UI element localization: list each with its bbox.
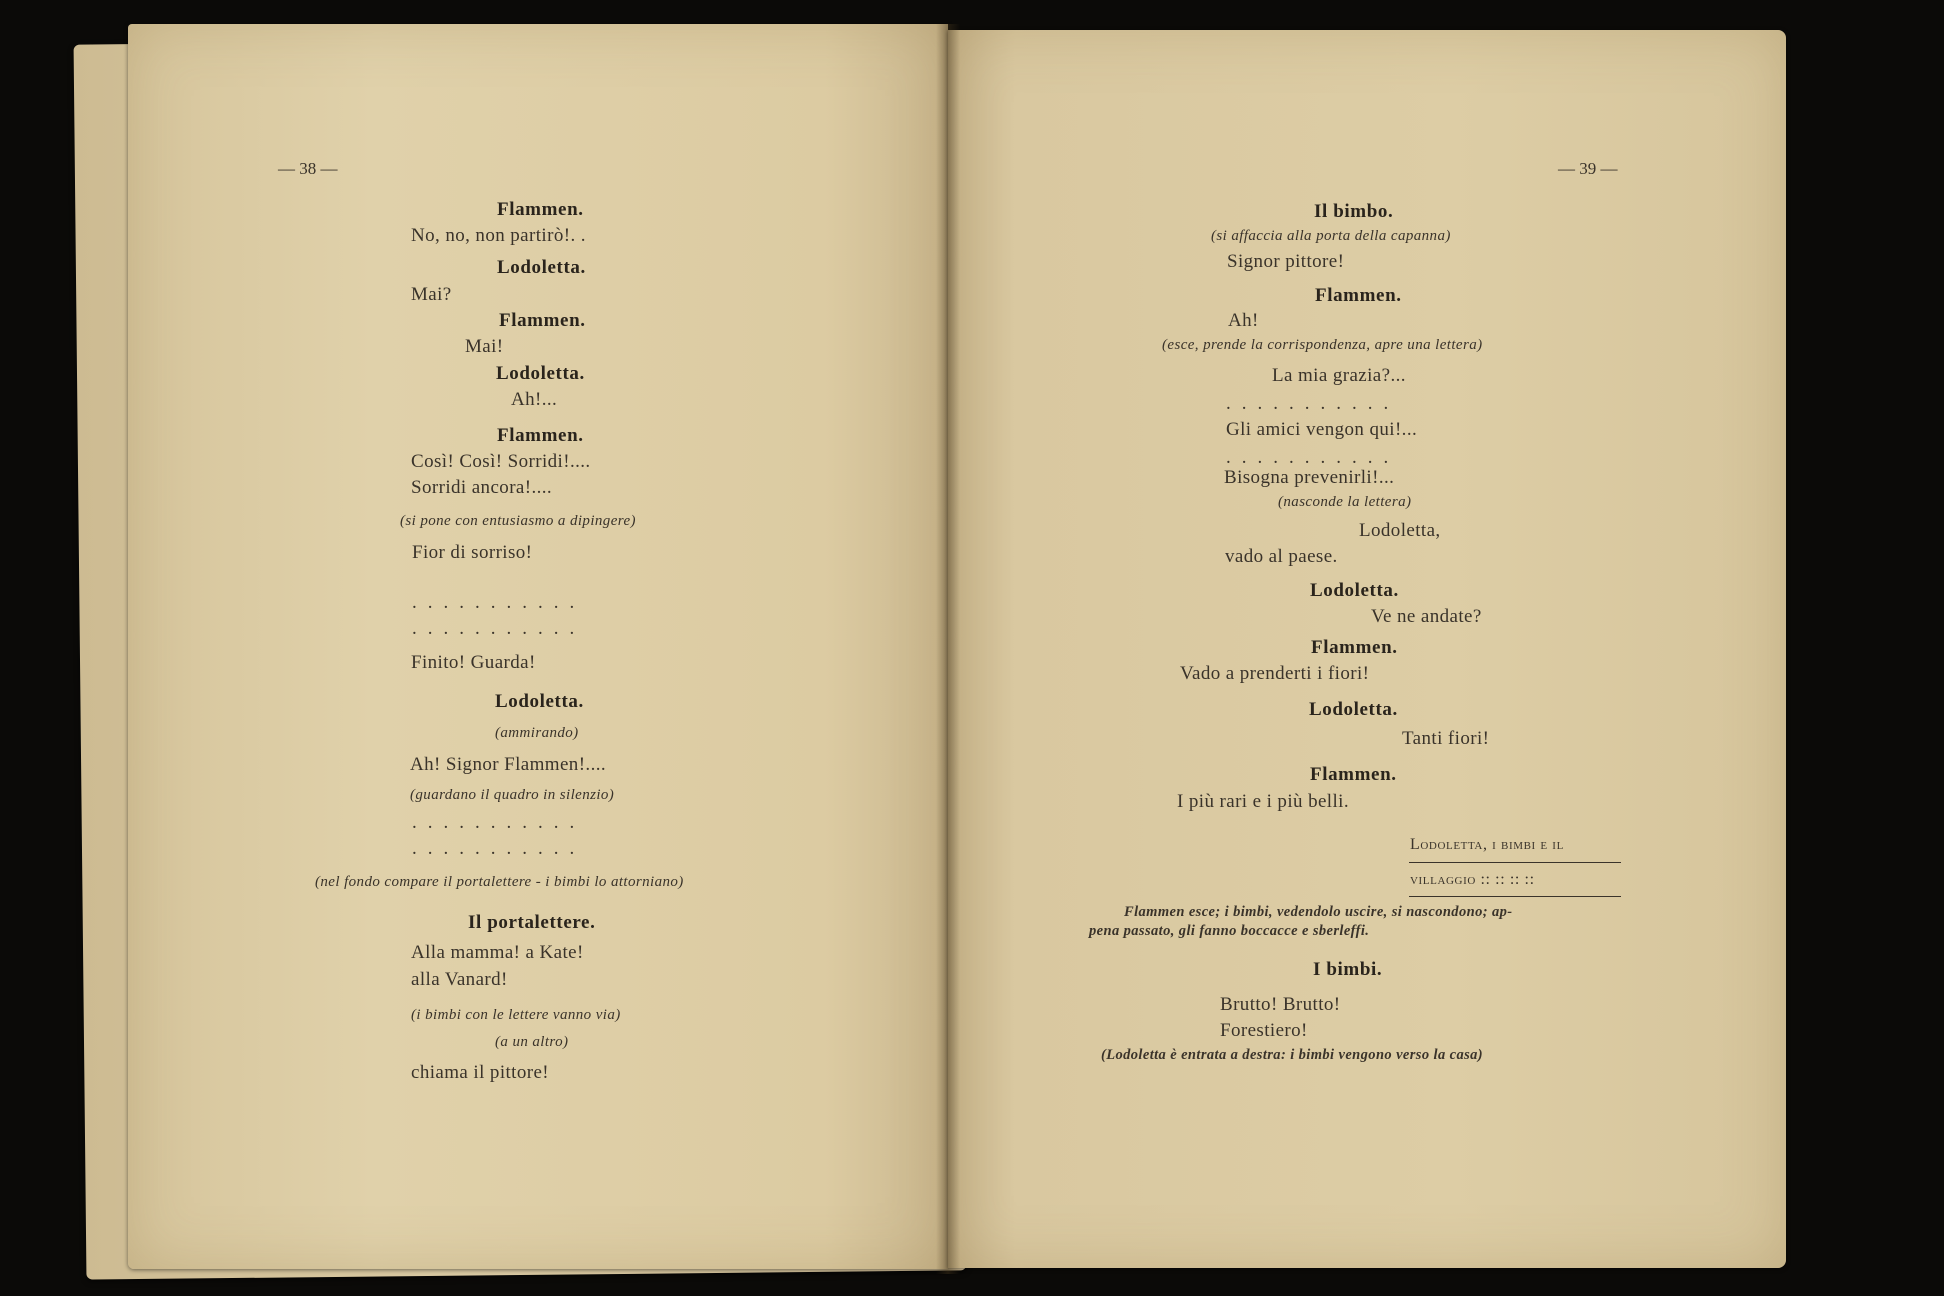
speaker-label: Flammen.	[499, 310, 586, 331]
stage-direction: (si affaccia alla porta della capanna)	[1211, 228, 1451, 244]
speaker-label: Lodoletta.	[1309, 699, 1398, 720]
speaker-label: Lodoletta.	[497, 257, 586, 278]
stage-direction: (nel fondo compare il portalettere - i bimbi lo attorniano)	[315, 874, 684, 890]
speaker-label: Flammen.	[1310, 764, 1397, 785]
dialogue-line: Sorridi ancora!....	[411, 477, 553, 498]
page-number: — 39 —	[1558, 159, 1618, 178]
speaker-label: Il portalettere.	[468, 912, 596, 933]
dialogue-line: Bisogna prevenirli!...	[1224, 467, 1395, 488]
right-page	[948, 30, 1786, 1268]
dialogue-line: Mai!	[465, 336, 504, 357]
dialogue-line: Vado a prenderti i fiori!	[1180, 663, 1370, 684]
ellipsis-row: ...........	[412, 592, 586, 613]
left-page	[128, 24, 948, 1269]
dialogue-line: Tanti fiori!	[1402, 728, 1490, 749]
speaker-label: Flammen.	[497, 199, 584, 220]
ellipsis-row: ...........	[1226, 393, 1400, 414]
scene-heading-rule	[1409, 862, 1621, 863]
stage-direction: (si pone con entusiasmo a dipingere)	[400, 513, 636, 529]
speaker-label: Lodoletta.	[496, 363, 585, 384]
speaker-label: Il bimbo.	[1314, 201, 1394, 222]
dialogue-line: Finito! Guarda!	[411, 652, 536, 673]
ellipsis-row: ...........	[412, 618, 586, 639]
dialogue-line: alla Vanard!	[411, 969, 508, 990]
scene-heading: villaggio :: :: :: ::	[1410, 871, 1535, 888]
dialogue-line: Lodoletta,	[1359, 520, 1441, 541]
dialogue-line: Ve ne andate?	[1371, 606, 1482, 627]
dialogue-line: Brutto! Brutto!	[1220, 994, 1341, 1015]
dialogue-line: Signor pittore!	[1227, 251, 1345, 272]
dialogue-line: Così! Così! Sorridi!....	[411, 451, 591, 472]
ellipsis-row: ...........	[1226, 447, 1400, 468]
dialogue-line: La mia grazia?...	[1272, 365, 1406, 386]
ellipsis-row: ...........	[412, 812, 586, 833]
speaker-label: Lodoletta.	[495, 691, 584, 712]
dialogue-line: Ah!	[1228, 310, 1259, 331]
dialogue-line: No, no, non partirò!. .	[411, 225, 586, 246]
speaker-label: Flammen.	[1311, 637, 1398, 658]
stage-direction: (Lodoletta è entrata a destra: i bimbi vengono verso la casa)	[1101, 1047, 1484, 1063]
stage-direction: (esce, prende la corrispondenza, apre una lettera)	[1162, 337, 1483, 353]
book-gutter	[936, 24, 960, 1274]
speaker-label: Lodoletta.	[1310, 580, 1399, 601]
speaker-label: Flammen.	[1315, 285, 1402, 306]
dialogue-line: chiama il pittore!	[411, 1062, 550, 1083]
dialogue-line: Mai?	[411, 284, 452, 305]
dialogue-line: Ah!...	[511, 389, 558, 410]
dialogue-line: Ah! Signor Flammen!....	[410, 754, 607, 775]
stage-direction: (nasconde la lettera)	[1278, 494, 1412, 510]
speaker-label: I bimbi.	[1313, 959, 1383, 980]
scene-heading-rule	[1409, 896, 1621, 897]
dialogue-line: Gli amici vengon qui!...	[1226, 419, 1418, 440]
dialogue-line: Alla mamma! a Kate!	[411, 942, 584, 963]
stage-direction: (guardano il quadro in silenzio)	[410, 787, 615, 803]
stage-direction: (ammirando)	[495, 725, 579, 741]
dialogue-line: Fior di sorriso!	[412, 542, 533, 563]
stage-direction: Flammen esce; i bimbi, vedendolo uscire, si nascondono; ap-	[1124, 904, 1513, 920]
page-number: — 38 —	[278, 159, 338, 178]
stage-direction: (a un altro)	[495, 1034, 569, 1050]
dialogue-line: I più rari e i più belli.	[1177, 791, 1349, 812]
ellipsis-row: ...........	[412, 838, 586, 859]
scene-heading: Lodoletta, i bimbi e il	[1410, 836, 1564, 853]
stage-direction: pena passato, gli fanno boccacce e sberleffi.	[1089, 923, 1370, 939]
dialogue-line: Forestiero!	[1220, 1020, 1308, 1041]
stage-direction: (i bimbi con le lettere vanno via)	[411, 1007, 621, 1023]
dialogue-line: vado al paese.	[1225, 546, 1338, 567]
speaker-label: Flammen.	[497, 425, 584, 446]
